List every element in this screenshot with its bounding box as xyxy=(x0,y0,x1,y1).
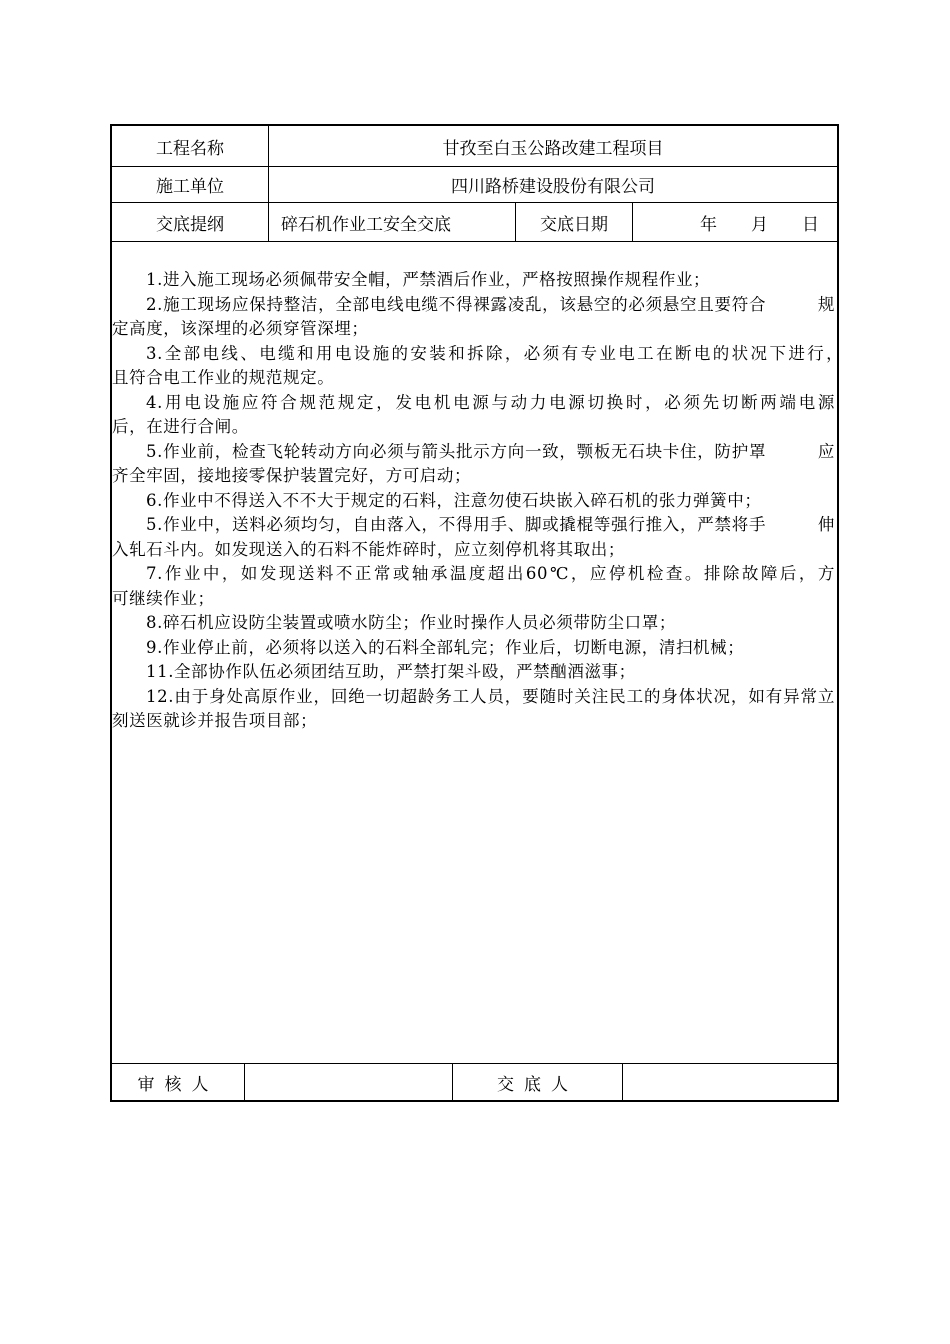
outline-label: 交底提纲 xyxy=(112,203,269,241)
signature-row xyxy=(112,1064,837,1100)
briefing-item: 11.全部协作队伍必须团结互助，严禁打架斗殴，严禁酗酒滋事； xyxy=(146,662,636,681)
briefing-item: 2.施工现场应保持整洁，全部电线电缆不得裸露凌乱，该悬空的必须悬空且要符合 规定高度，该深埋的必须穿管深埋； xyxy=(112,294,835,338)
briefing-item: 3.全部电线、电缆和用电设施的安装和拆除，必须有专业电工在断电的状况下进行， 且符合电工作业的规范规定。 xyxy=(112,343,887,387)
presenter-field[interactable] xyxy=(623,1064,837,1100)
reviewer-label: 审核人 xyxy=(112,1064,245,1100)
date-year: 年 xyxy=(700,214,717,235)
briefing-item: 1.进入施工现场必须佩带安全帽，严禁酒后作业，严格按照操作规程作业； xyxy=(146,270,711,289)
briefing-item: 12.由于身处高原作业，回绝一切超龄务工人员，要随时关注民工的身体状况，如有异常立刻送医就诊并报告项目部； xyxy=(112,686,835,730)
presenter-label: 交底人 xyxy=(453,1064,623,1100)
briefing-date-value xyxy=(633,203,837,241)
briefing-item: 7.作业中，如发现送料不正常或轴承温度超出60℃，应停机检查。排除故障后，方 可继续作业； xyxy=(112,564,887,608)
briefing-item: 8.碎石机应设防尘装置或喷水防尘；作业时操作人员必须带防尘口罩； xyxy=(146,613,676,632)
project-name-row xyxy=(112,126,837,167)
briefing-item: 4.用电设施应符合规范规定，发电机电源与动力电源切换时，必须先切断两端电源 后，在进行合闸。 xyxy=(112,392,887,436)
outline-value: 碎石机作业工安全交底 xyxy=(269,203,516,241)
outline-row xyxy=(112,203,837,242)
reviewer-field[interactable] xyxy=(245,1064,453,1100)
briefing-content xyxy=(112,242,887,1064)
project-name-label: 工程名称 xyxy=(112,126,269,166)
briefing-item: 5.作业中，送料必须均匀，自由落入，不得用手、脚或撬棍等强行推入，严禁将手 伸入轧石斗内。如发现送入的石料不能炸碎时，应立刻停机将其取出； xyxy=(112,515,835,559)
construction-unit-value: 四川路桥建设股份有限公司 xyxy=(451,177,655,197)
construction-unit-row xyxy=(112,167,837,203)
briefing-item: 6.作业中不得送入不不大于规定的石料，注意勿使石块嵌入碎石机的张力弹簧中； xyxy=(146,490,762,510)
briefing-item: 9.作业停止前，必须将以送入的石料全部轧完；作业后，切断电源，清扫机械； xyxy=(146,637,745,657)
briefing-date-label: 交底日期 xyxy=(516,203,633,241)
date-month: 月 xyxy=(751,214,768,235)
safety-briefing-form xyxy=(110,124,887,1102)
date-day: 日 xyxy=(802,214,819,235)
briefing-item: 5.作业前，检查飞轮转动方向必须与箭头批示方向一致，颚板无石块卡住，防护罩 应齐全牢固，接地接零保护装置完好，方可启动； xyxy=(112,441,835,485)
construction-unit-label: 施工单位 xyxy=(112,167,269,202)
project-name-value: 甘孜至白玉公路改建工程项目 xyxy=(442,138,664,159)
